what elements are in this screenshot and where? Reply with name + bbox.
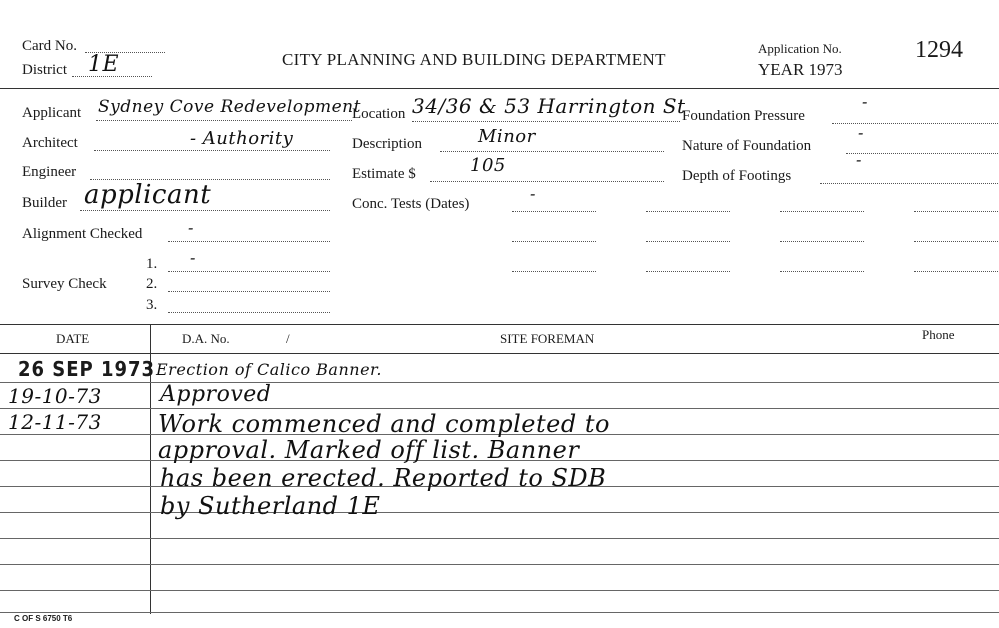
depth-of-footings-line <box>820 183 998 184</box>
application-no-label: Application No. <box>758 41 842 56</box>
entry-text: by Sutherland 1E <box>160 492 381 520</box>
survey-2-line <box>168 291 330 292</box>
entry-text: Erection of Calico Banner. <box>156 360 383 379</box>
applicant-value: Sydney Cove Redevelopment <box>98 97 361 117</box>
form-code: C OF S 6750 T6 <box>14 614 73 623</box>
header-divider <box>0 88 999 89</box>
estimate-line <box>430 181 664 182</box>
entry-date: 12-11-73 <box>8 410 102 434</box>
conc-tests-value: - <box>530 184 536 203</box>
engineer-label: Engineer <box>22 164 77 180</box>
builder-value: applicant <box>84 180 212 210</box>
conc-line-2c <box>780 241 864 242</box>
site-foreman-column-header: SITE FOREMAN <box>500 331 595 346</box>
nature-of-foundation-label: Nature of Foundation <box>682 138 812 154</box>
location-value: 34/36 & 53 Harrington St <box>412 94 686 118</box>
applicant-line <box>96 120 352 121</box>
conc-line-3b <box>646 271 730 272</box>
estimate-value: 105 <box>470 155 506 176</box>
conc-line-3c <box>780 271 864 272</box>
builder-label: Builder <box>22 195 67 211</box>
location-line <box>412 121 680 122</box>
foundation-pressure-label: Foundation Pressure <box>682 108 805 124</box>
builder-line <box>80 210 330 211</box>
architect-value: - Authority <box>190 128 294 149</box>
department-title: CITY PLANNING AND BUILDING DEPARTMENT <box>282 50 666 69</box>
entry-text: approval. Marked off list. Banner <box>158 436 580 464</box>
entry-text: Work commenced and completed to <box>158 410 610 438</box>
architect-label: Architect <box>22 135 78 151</box>
date-column-header: DATE <box>56 331 90 346</box>
conc-line-1b <box>646 211 730 212</box>
year-label: YEAR 1973 <box>758 60 843 79</box>
description-line <box>440 151 664 152</box>
depth-of-footings-value: - <box>856 150 862 169</box>
entry-text: has been erected. Reported to SDB <box>160 464 607 492</box>
entry-date-stamp: 26 SEP 1973 <box>18 357 156 381</box>
da-no-column-header: D.A. No. <box>182 331 230 346</box>
entry-text: Approved <box>160 382 272 407</box>
conc-line-2b <box>646 241 730 242</box>
description-label: Description <box>352 136 422 152</box>
applicant-label: Applicant <box>22 105 82 121</box>
district-value: 1E <box>88 52 120 77</box>
alignment-label: Alignment Checked <box>22 226 143 242</box>
card-no-label: Card No. <box>22 38 77 54</box>
location-label: Location <box>352 106 406 122</box>
survey-label: Survey Check <box>22 276 107 292</box>
survey-3-line <box>168 312 330 313</box>
application-number: 1294 <box>915 37 963 63</box>
alignment-value: - <box>188 218 194 237</box>
table-row-line <box>0 382 999 383</box>
entry-date: 19-10-73 <box>8 384 102 408</box>
architect-line <box>94 150 330 151</box>
conc-line-3a <box>512 271 596 272</box>
conc-line-2d <box>914 241 998 242</box>
survey-3-label: 3. <box>146 297 158 313</box>
table-row-line <box>0 564 999 565</box>
conc-line-1c <box>780 211 864 212</box>
table-row-line <box>0 612 999 613</box>
table-row-line <box>0 512 999 513</box>
da-no-value: / <box>286 331 290 346</box>
nature-of-foundation-value: - <box>858 123 864 142</box>
conc-line-2a <box>512 241 596 242</box>
table-row-line <box>0 590 999 591</box>
conc-line-3d <box>914 271 998 272</box>
description-value: Minor <box>478 126 536 147</box>
conc-line-1a <box>512 211 596 212</box>
conc-tests-label: Conc. Tests (Dates) <box>352 196 470 212</box>
alignment-line <box>168 241 330 242</box>
phone-column-header: Phone <box>922 327 955 342</box>
depth-of-footings-label: Depth of Footings <box>682 168 792 184</box>
survey-2-label: 2. <box>146 276 158 292</box>
foundation-pressure-line <box>832 123 998 124</box>
survey-1-value: - <box>190 248 196 267</box>
estimate-label: Estimate $ <box>352 166 416 182</box>
foundation-pressure-value: - <box>862 92 868 111</box>
conc-line-1d <box>914 211 998 212</box>
table-row-line <box>0 408 999 409</box>
district-label: District <box>22 62 67 78</box>
survey-1-line <box>168 271 330 272</box>
survey-1-label: 1. <box>146 256 158 272</box>
nature-of-foundation-line <box>846 153 998 154</box>
table-row-line <box>0 538 999 539</box>
